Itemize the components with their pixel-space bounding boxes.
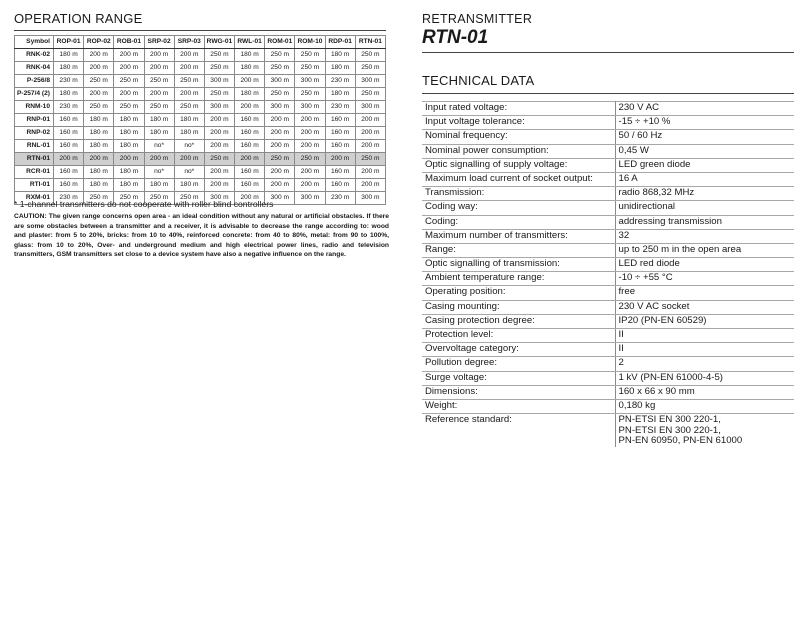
range-cell: 250 m <box>355 49 385 62</box>
range-cell: 300 m <box>204 75 234 88</box>
range-cell: 300 m <box>355 192 385 205</box>
range-cell: 250 m <box>144 192 174 205</box>
range-cell: 160 m <box>235 179 265 192</box>
range-cell: 200 m <box>235 101 265 114</box>
range-cell: 200 m <box>204 166 234 179</box>
range-cell: 200 m <box>174 62 204 75</box>
range-cell: 300 m <box>204 192 234 205</box>
range-cell: 300 m <box>295 192 325 205</box>
range-cell: 250 m <box>114 75 144 88</box>
range-cell: 200 m <box>355 166 385 179</box>
range-cell: 180 m <box>325 88 355 101</box>
range-cell: 300 m <box>355 101 385 114</box>
spec-value-line: up to 250 m in the open area <box>618 243 742 255</box>
table-row <box>15 62 386 75</box>
spec-label: Range: <box>422 243 615 257</box>
range-cell: 160 m <box>54 114 84 127</box>
spec-value-line: LED green diode <box>618 158 691 170</box>
range-cell: 250 m <box>355 88 385 101</box>
spec-label: Casing mounting: <box>422 300 615 314</box>
spec-value <box>615 243 794 257</box>
range-cell: 250 m <box>174 75 204 88</box>
range-cell: 180 m <box>84 179 114 192</box>
range-cell: 160 m <box>235 114 265 127</box>
table-row <box>15 179 386 192</box>
range-cell: 200 m <box>325 153 355 166</box>
spec-value-line: 32 <box>618 229 630 241</box>
spec-value <box>615 314 794 328</box>
spec-value <box>615 371 794 385</box>
range-cell: 180 m <box>144 127 174 140</box>
range-cell: 250 m <box>84 75 114 88</box>
row-symbol: RNK-02 <box>15 49 54 62</box>
range-cell: 160 m <box>325 166 355 179</box>
spec-label: Ambient temperature range: <box>422 272 615 286</box>
table-row <box>15 101 386 114</box>
range-cell: 180 m <box>54 62 84 75</box>
spec-value-line: II <box>618 343 624 355</box>
operation-range-table <box>14 35 386 205</box>
spec-row <box>422 314 794 328</box>
range-cell: 250 m <box>144 75 174 88</box>
spec-value <box>615 144 794 158</box>
column-header: ROM-10 <box>295 36 325 49</box>
range-cell: 250 m <box>204 49 234 62</box>
range-cell: 250 m <box>174 101 204 114</box>
column-header: RWG-01 <box>204 36 234 49</box>
range-cell: 200 m <box>174 49 204 62</box>
spec-row <box>422 144 794 158</box>
row-symbol: RTI-01 <box>15 179 54 192</box>
range-cell: 200 m <box>265 166 295 179</box>
spec-value <box>615 300 794 314</box>
spec-value-line: 1 kV (PN-EN 61000-4-5) <box>618 371 724 383</box>
table-row <box>15 88 386 101</box>
caution-note: CAUTION: The given range concerns open area - an ideal condition without any natural or artificial obstacles. If there are some obstacles between a transmitter and a receiver, it is advisable to decrease the range according to: wood and plaster: from 5 to 20%, bricks: from 10 to 40%, reinforced concrete: from 40 to 80%, metal: from 90 to 100%, glass: from 10 to 20%, Over- and underground medium and high electrical power lines, radio and television transmitters, GSM transmitters set close to a device system have also a negative influence on the range. <box>14 213 389 259</box>
range-cell: 300 m <box>265 75 295 88</box>
range-cell: 160 m <box>235 140 265 153</box>
spec-row <box>422 201 794 215</box>
column-header: ROM-01 <box>265 36 295 49</box>
technical-data-divider <box>422 93 794 94</box>
spec-value-line: 160 x 66 x 90 mm <box>618 385 695 397</box>
spec-row <box>422 329 794 343</box>
spec-value-line: PN-ETSI EN 300 220-1, <box>618 414 721 426</box>
row-symbol: RNM-10 <box>15 101 54 114</box>
range-cell: 250 m <box>174 192 204 205</box>
range-cell: 200 m <box>295 114 325 127</box>
spec-value-line: 0,180 kg <box>618 399 656 411</box>
range-cell: 200 m <box>114 153 144 166</box>
spec-value <box>615 399 794 413</box>
range-cell: 200 m <box>144 88 174 101</box>
range-cell: 200 m <box>174 153 204 166</box>
spec-value <box>615 272 794 286</box>
range-cell: 200 m <box>84 62 114 75</box>
spec-value-line: 230 V AC socket <box>618 300 690 312</box>
spec-value <box>615 116 794 130</box>
column-header: RWL-01 <box>235 36 265 49</box>
range-cell: 200 m <box>204 127 234 140</box>
spec-row <box>422 272 794 286</box>
range-cell: 250 m <box>204 62 234 75</box>
range-cell: 230 m <box>325 75 355 88</box>
spec-row <box>422 371 794 385</box>
spec-label: Coding way: <box>422 201 615 215</box>
range-cell: 180 m <box>54 49 84 62</box>
row-symbol: RNP-01 <box>15 114 54 127</box>
range-cell: 250 m <box>295 153 325 166</box>
spec-label: Optic signalling of transmission: <box>422 258 615 272</box>
range-cell: 200 m <box>144 62 174 75</box>
row-symbol: P-257/4 (2) <box>15 88 54 101</box>
range-cell: 300 m <box>355 75 385 88</box>
range-cell: 200 m <box>355 114 385 127</box>
spec-label: Input rated voltage: <box>422 102 615 116</box>
range-table-body <box>15 49 386 205</box>
spec-value <box>615 258 794 272</box>
spec-value <box>615 187 794 201</box>
range-cell: 300 m <box>295 101 325 114</box>
spec-value <box>615 130 794 144</box>
range-cell: 230 m <box>325 192 355 205</box>
range-cell: 200 m <box>295 166 325 179</box>
spec-label: Maximum load current of socket output: <box>422 172 615 186</box>
range-cell: 250 m <box>295 62 325 75</box>
range-cell: 200 m <box>114 49 144 62</box>
range-cell: 180 m <box>84 127 114 140</box>
range-cell: 250 m <box>144 101 174 114</box>
range-footnote: * 1-channel transmitters do not cooperate with roller blind controllers <box>14 199 274 209</box>
range-cell: 250 m <box>114 101 144 114</box>
spec-value-line: 0,45 W <box>618 144 649 156</box>
spec-value-line: -15 ÷ +10 % <box>618 116 671 128</box>
range-cell: 200 m <box>265 140 295 153</box>
range-cell: 250 m <box>265 49 295 62</box>
range-cell: 200 m <box>144 153 174 166</box>
range-cell: 200 m <box>114 62 144 75</box>
spec-row <box>422 243 794 257</box>
spec-label: Optic signalling of supply voltage: <box>422 158 615 172</box>
spec-value-line: -10 ÷ +55 °C <box>618 272 673 284</box>
row-symbol: RXM-01 <box>15 192 54 205</box>
spec-value-line: addressing transmission <box>618 215 722 227</box>
range-cell: 200 m <box>265 127 295 140</box>
spec-label: Casing protection degree: <box>422 314 615 328</box>
range-cell: 230 m <box>54 75 84 88</box>
column-header: SRP-02 <box>144 36 174 49</box>
range-cell: 250 m <box>295 88 325 101</box>
spec-row <box>422 130 794 144</box>
spec-value <box>615 414 794 447</box>
spec-value <box>615 385 794 399</box>
spec-row <box>422 414 794 447</box>
column-header: ROP-02 <box>84 36 114 49</box>
spec-value-line: free <box>618 286 636 298</box>
range-cell: 160 m <box>325 140 355 153</box>
spec-value-line: 2 <box>618 357 624 369</box>
range-cell: 180 m <box>325 49 355 62</box>
range-cell: 200 m <box>295 127 325 140</box>
spec-label: Weight: <box>422 399 615 413</box>
spec-row <box>422 286 794 300</box>
range-cell: 300 m <box>204 101 234 114</box>
column-header-symbol: Symbol <box>15 36 54 49</box>
range-cell: 200 m <box>204 114 234 127</box>
range-cell: 180 m <box>114 166 144 179</box>
range-cell: 180 m <box>235 49 265 62</box>
row-symbol: RNP-02 <box>15 127 54 140</box>
model-divider <box>422 52 794 53</box>
range-cell: 200 m <box>114 88 144 101</box>
technical-data-table <box>422 101 794 447</box>
spec-row <box>422 343 794 357</box>
range-cell: 160 m <box>325 114 355 127</box>
column-header: SRP-03 <box>174 36 204 49</box>
range-cell: 250 m <box>265 62 295 75</box>
range-cell: 300 m <box>265 101 295 114</box>
range-cell: 200 m <box>265 114 295 127</box>
model-name: RTN-01 <box>422 27 489 48</box>
row-symbol: RNL-01 <box>15 140 54 153</box>
range-cell: 200 m <box>54 153 84 166</box>
spec-row <box>422 258 794 272</box>
range-cell: 250 m <box>84 192 114 205</box>
range-cell: 200 m <box>174 88 204 101</box>
spec-label: Nominal frequency: <box>422 130 615 144</box>
spec-value <box>615 286 794 300</box>
spec-value-line: 230 V AC <box>618 102 660 113</box>
spec-row <box>422 229 794 243</box>
spec-value <box>615 172 794 186</box>
column-header: ROP-01 <box>54 36 84 49</box>
spec-value <box>615 357 794 371</box>
spec-row <box>422 187 794 201</box>
spec-value-line: PN-EN 60950, PN-EN 61000 <box>618 435 743 447</box>
range-cell: 180 m <box>114 140 144 153</box>
row-symbol: RCR-01 <box>15 166 54 179</box>
range-cell: 180 m <box>114 127 144 140</box>
spec-row <box>422 158 794 172</box>
spec-value-line: 50 / 60 Hz <box>618 130 663 142</box>
range-cell: no* <box>144 166 174 179</box>
spec-row <box>422 300 794 314</box>
spec-label: Pollution degree: <box>422 357 615 371</box>
spec-value-line: LED red diode <box>618 258 680 270</box>
spec-value <box>615 215 794 229</box>
range-cell: 180 m <box>84 114 114 127</box>
row-symbol: P-256/8 <box>15 75 54 88</box>
range-cell: 160 m <box>54 127 84 140</box>
range-cell: 180 m <box>114 179 144 192</box>
spec-label: Maximum number of transmitters: <box>422 229 615 243</box>
spec-value <box>615 329 794 343</box>
spec-row <box>422 357 794 371</box>
range-cell: no* <box>144 140 174 153</box>
column-header: RDP-01 <box>325 36 355 49</box>
range-cell: 200 m <box>84 49 114 62</box>
range-cell: 160 m <box>235 166 265 179</box>
table-row <box>15 153 386 166</box>
range-cell: 180 m <box>114 114 144 127</box>
column-header: ROB-01 <box>114 36 144 49</box>
range-cell: 180 m <box>84 140 114 153</box>
range-cell: 200 m <box>355 179 385 192</box>
range-cell: 200 m <box>84 88 114 101</box>
table-row <box>15 49 386 62</box>
technical-data-body <box>422 102 794 447</box>
range-cell: 160 m <box>325 127 355 140</box>
spec-value <box>615 229 794 243</box>
range-cell: 180 m <box>84 166 114 179</box>
range-cell: 160 m <box>54 179 84 192</box>
range-cell: 180 m <box>325 62 355 75</box>
range-cell: 200 m <box>144 49 174 62</box>
spec-label: Dimensions: <box>422 385 615 399</box>
range-cell: 180 m <box>54 88 84 101</box>
range-cell: 160 m <box>54 166 84 179</box>
range-table-header <box>15 36 386 49</box>
range-cell: no* <box>174 140 204 153</box>
spec-row <box>422 215 794 229</box>
spec-value <box>615 158 794 172</box>
range-cell: 160 m <box>235 127 265 140</box>
table-row <box>15 127 386 140</box>
spec-value-line: IP20 (PN-EN 60529) <box>618 314 707 326</box>
range-cell: 200 m <box>265 179 295 192</box>
range-cell: 180 m <box>174 127 204 140</box>
spec-row <box>422 385 794 399</box>
range-cell: 250 m <box>204 153 234 166</box>
spec-label: Protection level: <box>422 329 615 343</box>
range-cell: 250 m <box>84 101 114 114</box>
range-cell: 200 m <box>204 140 234 153</box>
spec-row <box>422 102 794 116</box>
spec-label: Overvoltage category: <box>422 343 615 357</box>
range-cell: 200 m <box>84 153 114 166</box>
range-cell: 250 m <box>204 88 234 101</box>
spec-label: Surge voltage: <box>422 371 615 385</box>
range-cell: 300 m <box>265 192 295 205</box>
range-cell: 250 m <box>295 49 325 62</box>
range-cell: 200 m <box>204 179 234 192</box>
column-header: RTN-01 <box>355 36 385 49</box>
table-row <box>15 75 386 88</box>
range-cell: 230 m <box>54 192 84 205</box>
spec-value <box>615 201 794 215</box>
range-cell: 250 m <box>265 88 295 101</box>
device-category: RETRANSMITTER <box>422 12 533 26</box>
range-cell: no* <box>174 166 204 179</box>
technical-data-title: TECHNICAL DATA <box>422 73 535 88</box>
range-cell: 180 m <box>174 179 204 192</box>
spec-value-line: II <box>618 329 624 340</box>
spec-row <box>422 116 794 130</box>
table-row <box>15 166 386 179</box>
row-symbol: RNK-04 <box>15 62 54 75</box>
range-cell: 200 m <box>235 75 265 88</box>
spec-value <box>615 102 794 116</box>
range-cell: 200 m <box>355 140 385 153</box>
range-cell: 180 m <box>144 179 174 192</box>
range-cell: 250 m <box>265 153 295 166</box>
spec-value-line: unidirectional <box>618 201 676 213</box>
range-cell: 160 m <box>325 179 355 192</box>
table-row <box>15 114 386 127</box>
spec-label: Reference standard: <box>422 414 615 447</box>
range-cell: 160 m <box>54 140 84 153</box>
table-row <box>15 140 386 153</box>
range-cell: 250 m <box>355 153 385 166</box>
spec-value <box>615 343 794 357</box>
spec-value-line: 16 A <box>618 172 638 184</box>
spec-label: Nominal power consumption: <box>422 144 615 158</box>
range-cell: 200 m <box>235 153 265 166</box>
spec-label: Operating position: <box>422 286 615 300</box>
range-cell: 200 m <box>295 140 325 153</box>
spec-value-line: PN-ETSI EN 300 220-1, <box>618 424 721 436</box>
range-cell: 230 m <box>54 101 84 114</box>
range-cell: 300 m <box>295 75 325 88</box>
spec-row <box>422 399 794 413</box>
spec-row <box>422 172 794 186</box>
range-cell: 200 m <box>355 127 385 140</box>
range-cell: 180 m <box>174 114 204 127</box>
range-cell: 180 m <box>144 114 174 127</box>
range-cell: 250 m <box>114 192 144 205</box>
title-divider <box>14 30 386 31</box>
spec-label: Input voltage tolerance: <box>422 116 615 130</box>
range-cell: 180 m <box>235 62 265 75</box>
spec-value-line: radio 868,32 MHz <box>618 187 695 199</box>
range-cell: 250 m <box>355 62 385 75</box>
spec-label: Coding: <box>422 215 615 229</box>
operation-range-title: OPERATION RANGE <box>14 11 143 26</box>
range-cell: 230 m <box>325 101 355 114</box>
spec-label: Transmission: <box>422 187 615 201</box>
range-cell: 200 m <box>295 179 325 192</box>
range-cell: 200 m <box>235 192 265 205</box>
row-symbol: RTN-01 <box>15 153 54 166</box>
range-cell: 180 m <box>235 88 265 101</box>
